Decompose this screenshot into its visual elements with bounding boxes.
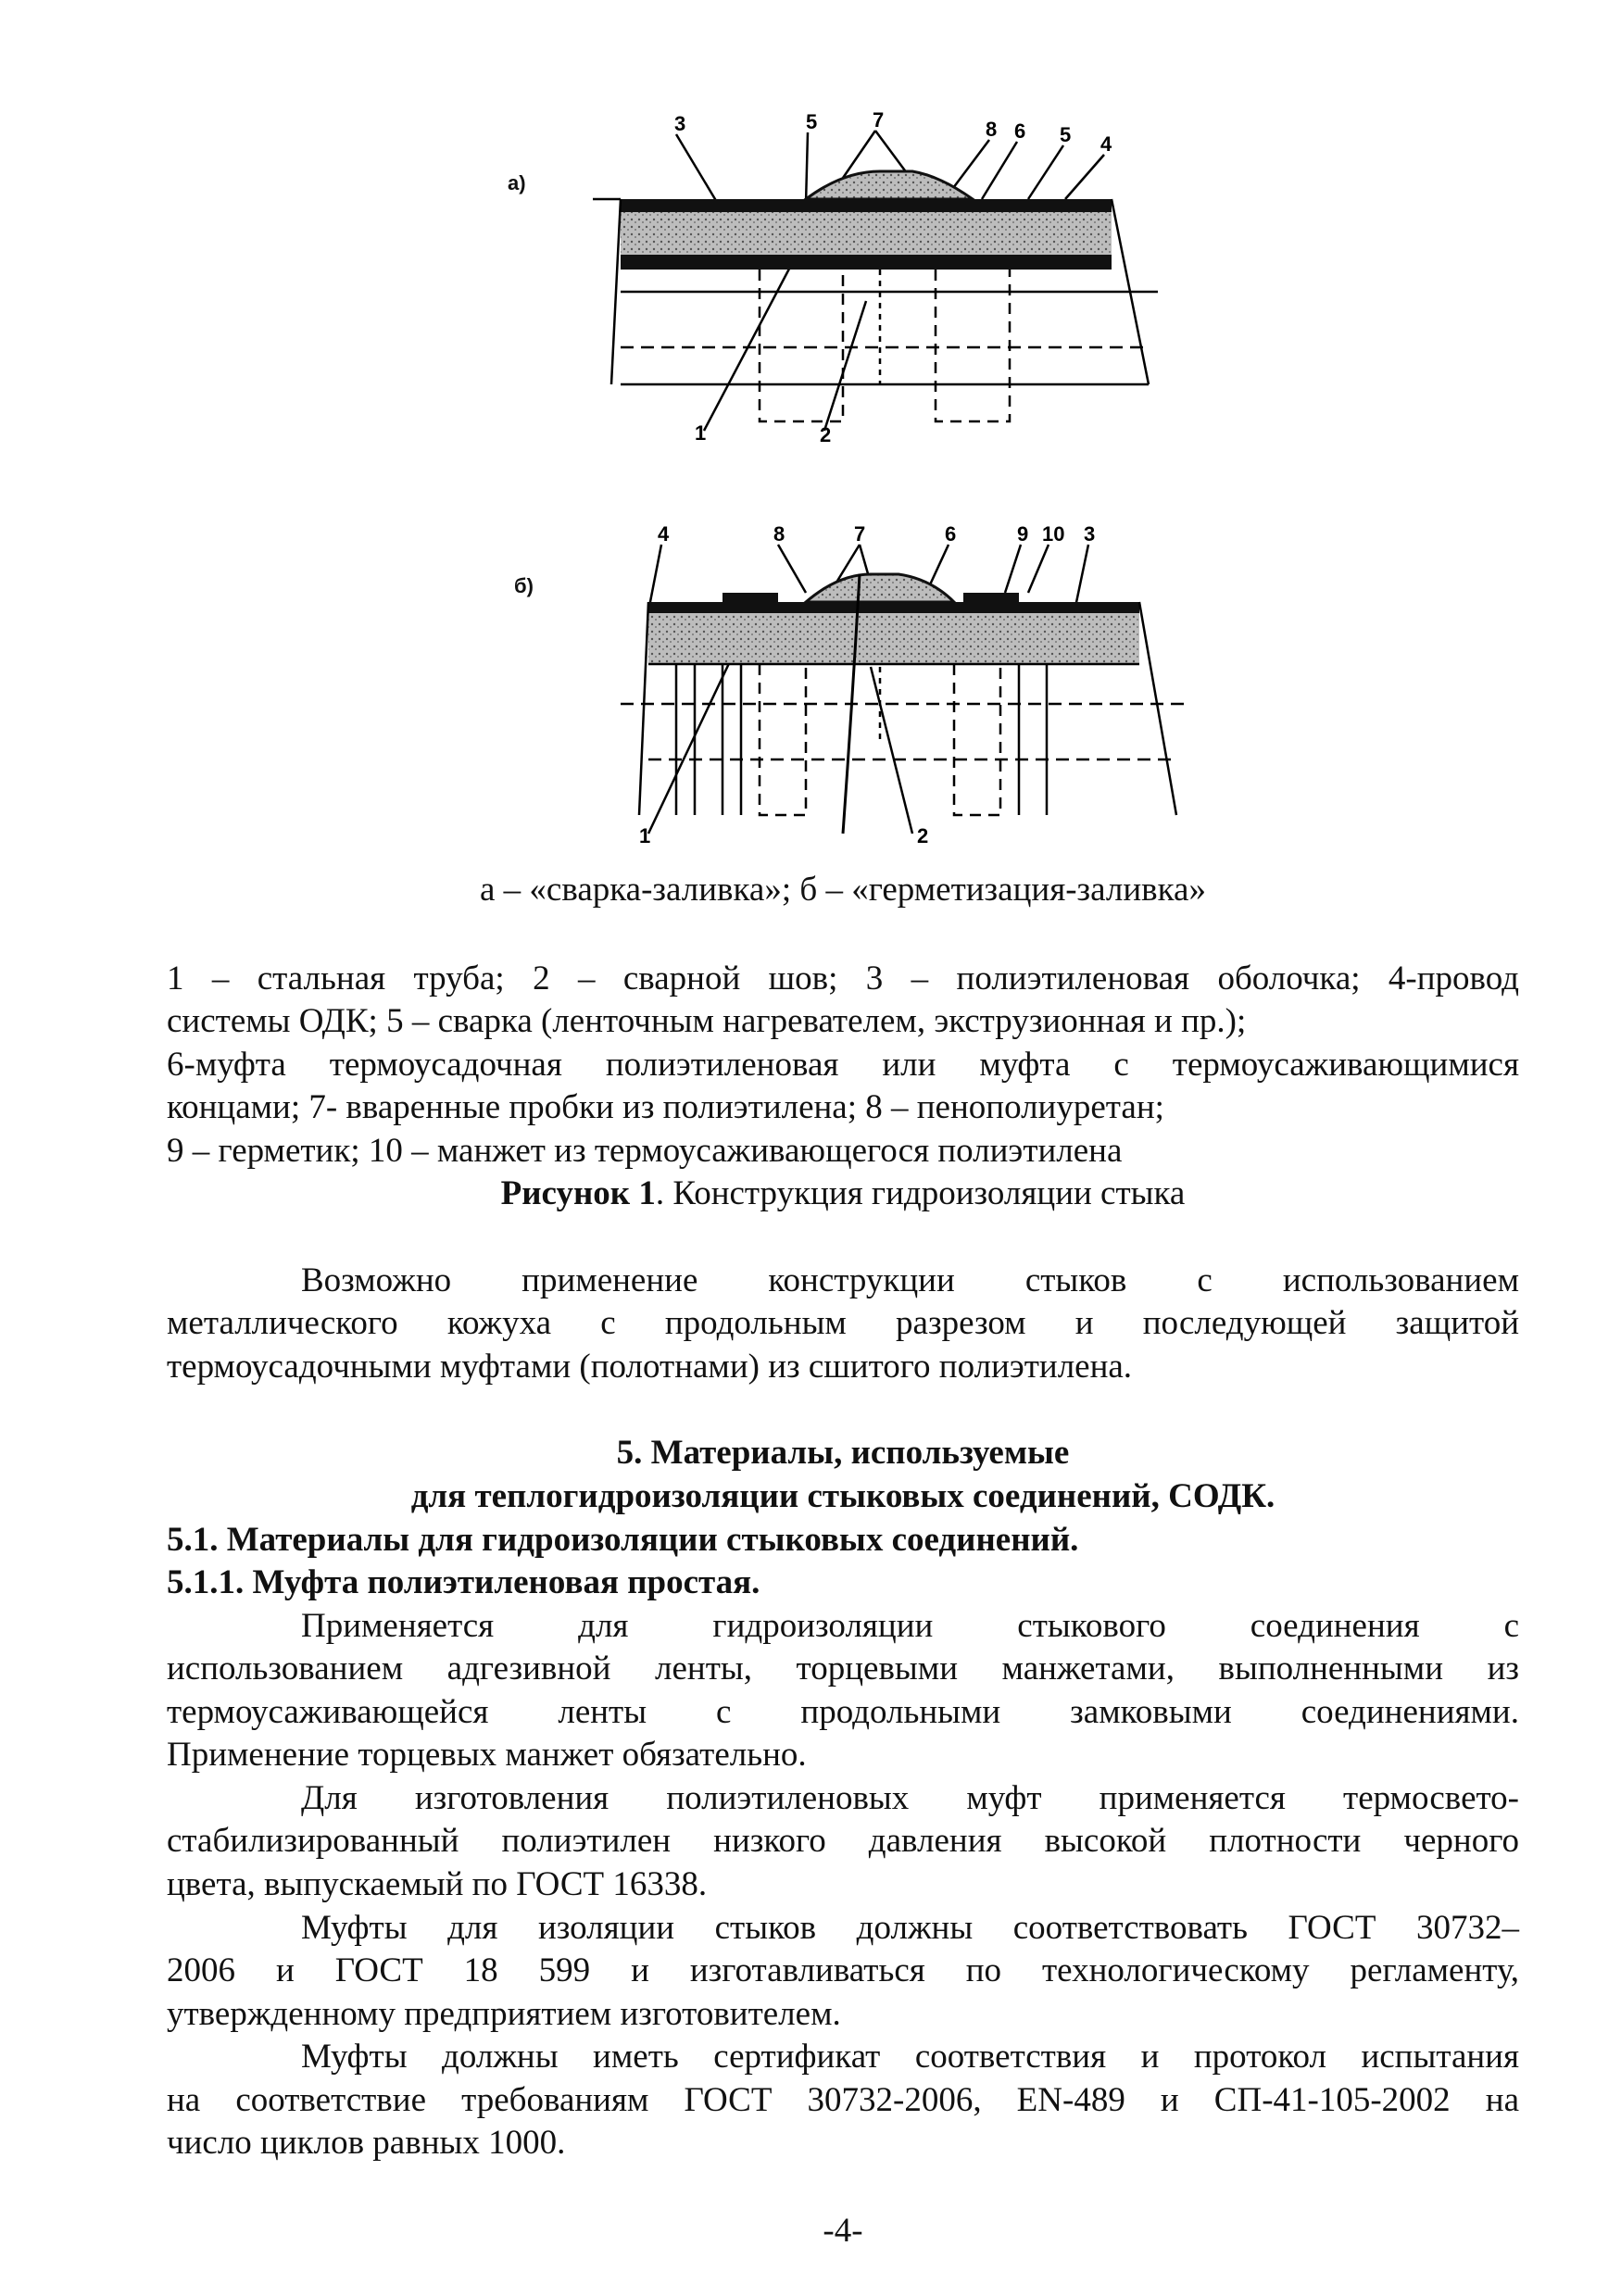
p4-line-1: Муфты должны иметь сертификат соответствия и протокол испытания	[301, 2038, 1519, 2076]
p1-line-2: использованием адгезивной ленты, торцевыми манжетами, выполненными из	[167, 1650, 1519, 1687]
section-title-1: 5. Материалы, используемые	[616, 1434, 1070, 1472]
p2-line-3: цвета, выпускаемый по ГОСТ 16338.	[167, 1865, 708, 1903]
figure-caption-label: Рисунок 1	[500, 1174, 656, 1212]
label-b-3: 3	[1084, 522, 1096, 546]
label-a-5: 5	[806, 110, 818, 133]
label-b-8: 8	[773, 522, 785, 546]
label-b-6: 6	[945, 522, 957, 546]
figure-b-label: б)	[514, 574, 534, 597]
p1-line-3: термоусаживающейся ленты с продольными замковыми соединениями.	[167, 1693, 1519, 1731]
label-a-6: 6	[1014, 119, 1026, 143]
p4-line-3: число циклов равных 1000.	[167, 2124, 566, 2162]
label-b-9: 9	[1017, 522, 1029, 546]
p2-line-2: стабилизированный полиэтилен низкого давления высокой плотности черного	[167, 1822, 1519, 1860]
legend-line-5: 9 – герметик; 10 – манжет из термоусаживающегося полиэтилена	[167, 1132, 1123, 1170]
label-a-1: 1	[695, 421, 707, 445]
figure-subcaption: а – «сварка-заливка»; б – «герметизация-заливка»	[480, 871, 1206, 909]
p3-line-2: 2006 и ГОСТ 18 599 и изготавливаться по технологическому регламенту,	[167, 1951, 1519, 1989]
page-number: -4-	[823, 2212, 863, 2250]
p2-line-1: Для изготовления полиэтиленовых муфт применяется термосвето-	[301, 1779, 1519, 1817]
intro-line-1: Возможно применение конструкции стыков с использованием	[301, 1261, 1519, 1299]
p1-line-4: Применение торцевых манжет обязательно.	[167, 1736, 807, 1774]
legend-line-2: системы ОДК; 5 – сварка (ленточным нагревателем, экструзионная и пр.);	[167, 1002, 1247, 1040]
legend-line-1: 1 – стальная труба; 2 – сварной шов; 3 – полиэтиленовая оболочка; 4-провод	[167, 960, 1519, 997]
label-a-5b: 5	[1060, 123, 1072, 146]
p3-line-3: утвержденному предприятием изготовителем.	[167, 1995, 841, 2033]
legend-line-3: 6-муфта термоусадочная полиэтиленовая или муфта с термоусаживающимися	[167, 1046, 1519, 1084]
p3-line-1: Муфты для изоляции стыков должны соответствовать ГОСТ 30732–	[301, 1909, 1519, 1947]
label-b-1: 1	[639, 824, 651, 847]
legend-line-4: концами; 7- вваренные пробки из полиэтилена; 8 – пенополиуретан;	[167, 1088, 1164, 1126]
label-b-2: 2	[917, 824, 929, 847]
label-a-4: 4	[1100, 132, 1112, 156]
label-a-2: 2	[820, 423, 832, 446]
figure-b-diagram	[621, 519, 1195, 871]
label-a-8: 8	[986, 118, 998, 141]
label-b-7: 7	[854, 522, 866, 546]
figure-caption-text: . Конструкция гидроизоляции стыка	[655, 1174, 1186, 1212]
section-title-2: для теплогидроизоляции стыковых соединений, СОДК.	[410, 1477, 1275, 1515]
intro-line-2: металлического кожуха с продольным разрезом и последующей защитой	[167, 1304, 1519, 1342]
subsection-5-1: 5.1. Материалы для гидроизоляции стыковых соединений.	[167, 1521, 1079, 1559]
subsection-5-1-1: 5.1.1. Муфта полиэтиленовая простая.	[167, 1563, 760, 1601]
figure-a-label: а)	[508, 171, 526, 194]
label-a-3: 3	[674, 112, 686, 135]
intro-line-3: термоусадочными муфтами (полотнами) из сшитого полиэтилена.	[167, 1348, 1133, 1386]
p1-line-1: Применяется для гидроизоляции стыкового соединения с	[301, 1607, 1519, 1645]
label-a-7: 7	[873, 108, 885, 132]
label-b-10: 10	[1042, 522, 1065, 546]
figure-a-diagram	[593, 107, 1195, 477]
label-b-4: 4	[658, 522, 670, 546]
figure-caption	[167, 1173, 1519, 1215]
p4-line-2: на соответствие требованиям ГОСТ 30732-2006, EN-489 и СП-41-105-2002 на	[167, 2081, 1519, 2119]
